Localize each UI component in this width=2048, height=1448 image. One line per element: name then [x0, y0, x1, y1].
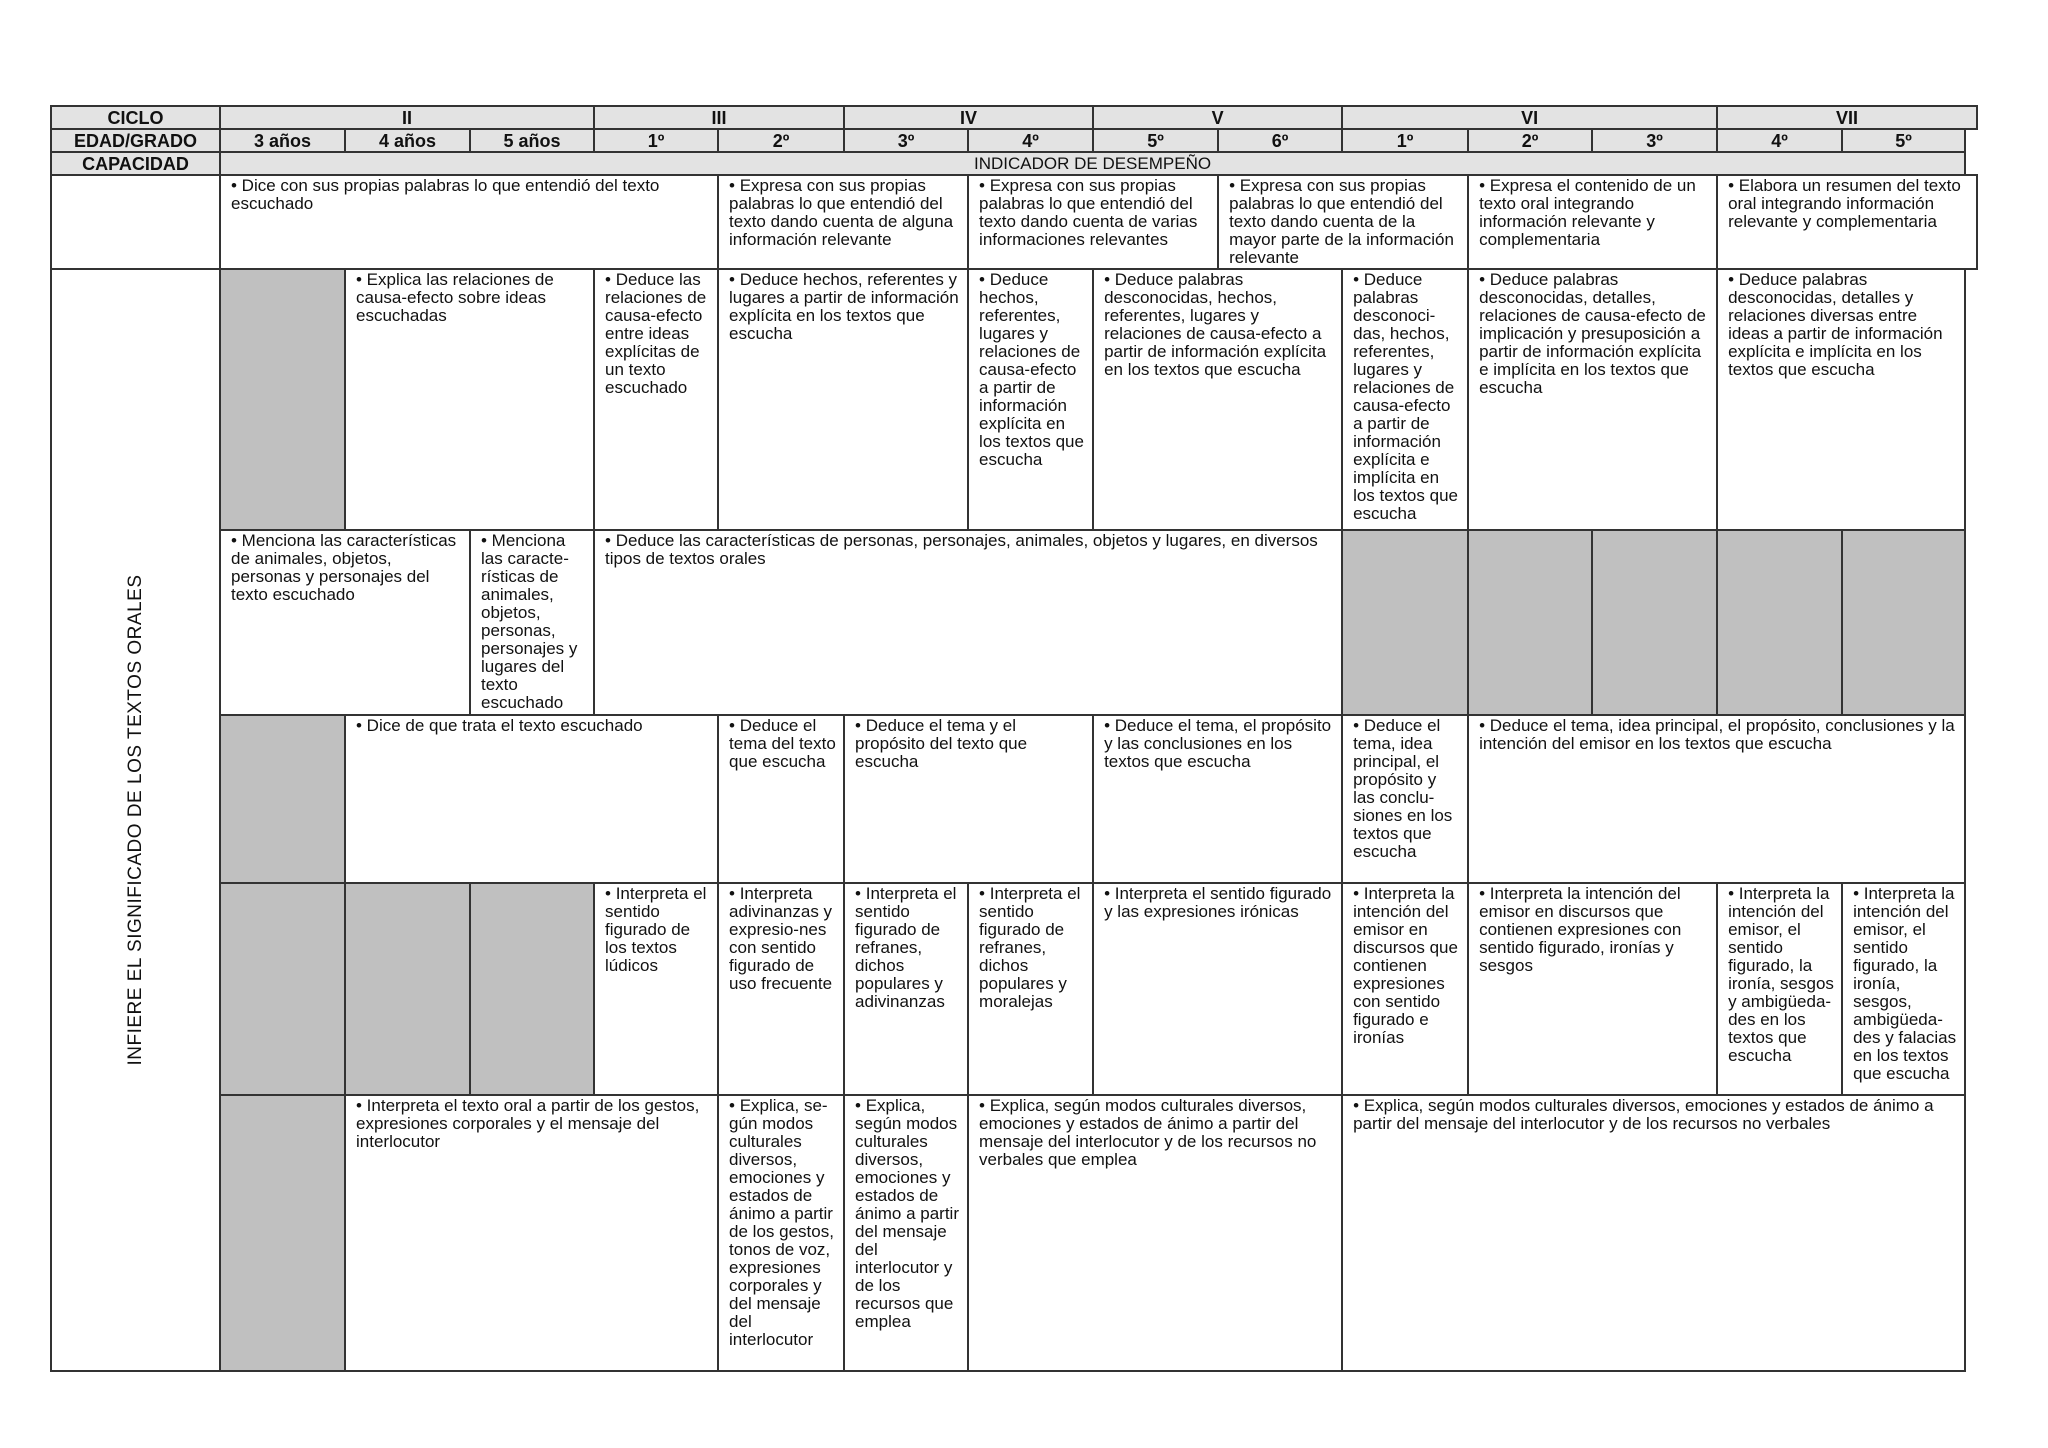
indicator-cell: • Interpreta el sentido figurado de refranes, dichos populares y moralejas [968, 883, 1093, 1095]
indicator-cell: • Deduce palabras desconocidas, detalles y relaciones diversas entre ideas a partir de información explícita e implícita en los textos que escucha [1717, 269, 1965, 530]
indicator-row-3 [51, 530, 1977, 715]
indicator-cell: • Dice con sus propias palabras lo que entendió del texto escuchado [220, 175, 718, 269]
indicator-cell: • Expresa con sus propias palabras lo que entendió del texto dando cuenta de la mayor parte de la información relevante [1218, 175, 1468, 269]
indicator-row-6 [51, 1095, 1977, 1371]
shaded-cell [1468, 530, 1592, 715]
indicator-cell: • Deduce palabras desconocidas, hechos, referentes, lugares y relaciones de causa-efecto a partir de información explícita en los textos que escucha [1093, 269, 1342, 530]
grado-primaria-5: 5º [1093, 129, 1218, 152]
ciclo-vii: VII [1717, 106, 1977, 129]
indicator-cell: • Interpreta el sentido figurado de los textos lúdicos [594, 883, 718, 1095]
ciclo-iii: III [594, 106, 844, 129]
indicator-cell: • Interpreta el texto oral a partir de los gestos, expresiones corporales y el mensaje del interlocutor [345, 1095, 718, 1371]
grado-5-anos: 5 años [470, 129, 594, 152]
ciclo-ii: II [220, 106, 594, 129]
indicator-cell: • Deduce hechos, referentes y lugares a partir de información explícita en los textos que escucha [718, 269, 968, 530]
shaded-cell [470, 883, 594, 1095]
indicator-cell: • Deduce palabras desconocidas, detalles, relaciones de causa-efecto de implicación y presuposición a partir de información explícita e implícita en los textos que escucha [1468, 269, 1717, 530]
shaded-cell [1592, 530, 1717, 715]
indicator-cell: • Interpreta la intención del emisor en discursos que contienen expresiones con sentido figurado e ironías [1342, 883, 1468, 1095]
grado-secundaria-3: 3º [1592, 129, 1717, 152]
indicator-cell: • Deduce palabras desconoci-das, hechos, referentes, lugares y relaciones de causa-efecto a partir de información explícita e implícita en los textos que escucha [1342, 269, 1468, 530]
grado-secundaria-5: 5º [1842, 129, 1965, 152]
indicator-cell: • Interpreta la intención del emisor, el sentido figurado, la ironía, sesgos, ambigüeda-des y falacias en los textos que escucha [1842, 883, 1965, 1095]
indicator-cell: • Expresa con sus propias palabras lo que entendió del texto dando cuenta de varias informaciones relevantes [968, 175, 1218, 269]
grado-primaria-6: 6º [1218, 129, 1342, 152]
indicator-cell: • Explica, según modos culturales diversos, emociones y estados de ánimo a partir del mensaje del interlocutor y de los recursos no verbales [1342, 1095, 1965, 1371]
capacidad-label: CAPACIDAD [51, 152, 220, 175]
indicator-row-5 [51, 883, 1977, 1095]
indicator-cell: • Explica, se-gún modos culturales diversos, emociones y estados de ánimo a partir de los gestos, tonos de voz, expresiones corporales y del mensaje del interlocutor [718, 1095, 844, 1371]
capacidad-text: INFIERE EL SIGNIFICADO DE LOS TEXTOS ORALES [124, 574, 146, 1066]
indicator-cell: • Interpreta la intención del emisor, el sentido figurado, la ironía, sesgos y ambigüeda-des en los textos que escucha [1717, 883, 1842, 1095]
ciclo-label: CICLO [51, 106, 220, 129]
grado-3-anos: 3 años [220, 129, 345, 152]
indicator-cell: • Expresa el contenido de un texto oral integrando información relevante y complementaria [1468, 175, 1717, 269]
ciclo-row [51, 106, 1977, 129]
indicator-cell: • Explica las relaciones de causa-efecto sobre ideas escuchadas [345, 269, 594, 530]
indicator-row-1 [51, 175, 1977, 269]
grado-row [51, 129, 1977, 152]
indicator-row-4 [51, 715, 1977, 883]
grado-secundaria-2: 2º [1468, 129, 1592, 152]
shaded-cell [1717, 530, 1842, 715]
indicator-cell: • Deduce el tema y el propósito del texto que escucha [844, 715, 1093, 883]
grado-label: EDAD/GRADO [51, 129, 220, 152]
shaded-cell [1342, 530, 1468, 715]
indicator-cell: • Deduce el tema del texto que escucha [718, 715, 844, 883]
indicator-cell: • Menciona las características de animales, objetos, personas y personajes del texto escuchado [220, 530, 470, 715]
indicator-cell: • Interpreta la intención del emisor en discursos que contienen expresiones con sentido figurado, ironías y sesgos [1468, 883, 1717, 1095]
indicador-label: INDICADOR DE DESEMPEÑO [220, 152, 1965, 175]
grado-primaria-3: 3º [844, 129, 968, 152]
ciclo-vi: VI [1342, 106, 1717, 129]
capacidad-cell [51, 269, 220, 1371]
performance-indicators-table [50, 105, 1978, 1372]
indicator-cell: • Interpreta adivinanzas y expresio-nes con sentido figurado de uso frecuente [718, 883, 844, 1095]
indicator-cell: • Interpreta el sentido figurado de refranes, dichos populares y adivinanzas [844, 883, 968, 1095]
indicator-cell: • Menciona las caracte-rísticas de animales, objetos, personas, personajes y lugares del texto escuchado [470, 530, 594, 715]
indicator-cell: • Deduce hechos, referentes, lugares y relaciones de causa-efecto a partir de información explícita en los textos que escucha [968, 269, 1093, 530]
indicator-row-2 [51, 269, 1977, 530]
shaded-cell [220, 715, 345, 883]
grado-primaria-1: 1º [594, 129, 718, 152]
shaded-cell [220, 1095, 345, 1371]
indicator-cell: • Deduce el tema, idea principal, el propósito y las conclu-siones en los textos que escucha [1342, 715, 1468, 883]
shaded-cell [1842, 530, 1965, 715]
grado-secundaria-1: 1º [1342, 129, 1468, 152]
indicator-cell: • Explica, según modos culturales diversos, emociones y estados de ánimo a partir del mensaje del interlocutor y de los recursos no verbales que emplea [968, 1095, 1342, 1371]
ciclo-iv: IV [844, 106, 1093, 129]
indicator-cell: • Elabora un resumen del texto oral integrando información relevante y complementaria [1717, 175, 1977, 269]
blank-capacity-cell [51, 175, 220, 269]
indicator-cell: • Deduce el tema, el propósito y las conclusiones en los textos que escucha [1093, 715, 1342, 883]
indicator-cell: • Deduce las relaciones de causa-efecto entre ideas explícitas de un texto escuchado [594, 269, 718, 530]
ciclo-v: V [1093, 106, 1342, 129]
grado-4-anos: 4 años [345, 129, 470, 152]
indicator-cell: • Expresa con sus propias palabras lo que entendió del texto dando cuenta de alguna información relevante [718, 175, 968, 269]
indicator-cell: • Explica, según modos culturales diversos, emociones y estados de ánimo a partir del mensaje del interlocutor y de los recursos que emplea [844, 1095, 968, 1371]
shaded-cell [345, 883, 470, 1095]
indicator-cell: • Deduce el tema, idea principal, el propósito, conclusiones y la intención del emisor en los textos que escucha [1468, 715, 1965, 883]
grado-primaria-2: 2º [718, 129, 844, 152]
indicator-cell: • Deduce las características de personas, personajes, animales, objetos y lugares, en diversos tipos de textos orales [594, 530, 1342, 715]
shaded-cell [220, 269, 345, 530]
indicator-cell: • Interpreta el sentido figurado y las expresiones irónicas [1093, 883, 1342, 1095]
shaded-cell [220, 883, 345, 1095]
capacidad-header-row [51, 152, 1977, 175]
grado-secundaria-4: 4º [1717, 129, 1842, 152]
indicator-cell: • Dice de que trata el texto escuchado [345, 715, 718, 883]
grado-primaria-4: 4º [968, 129, 1093, 152]
